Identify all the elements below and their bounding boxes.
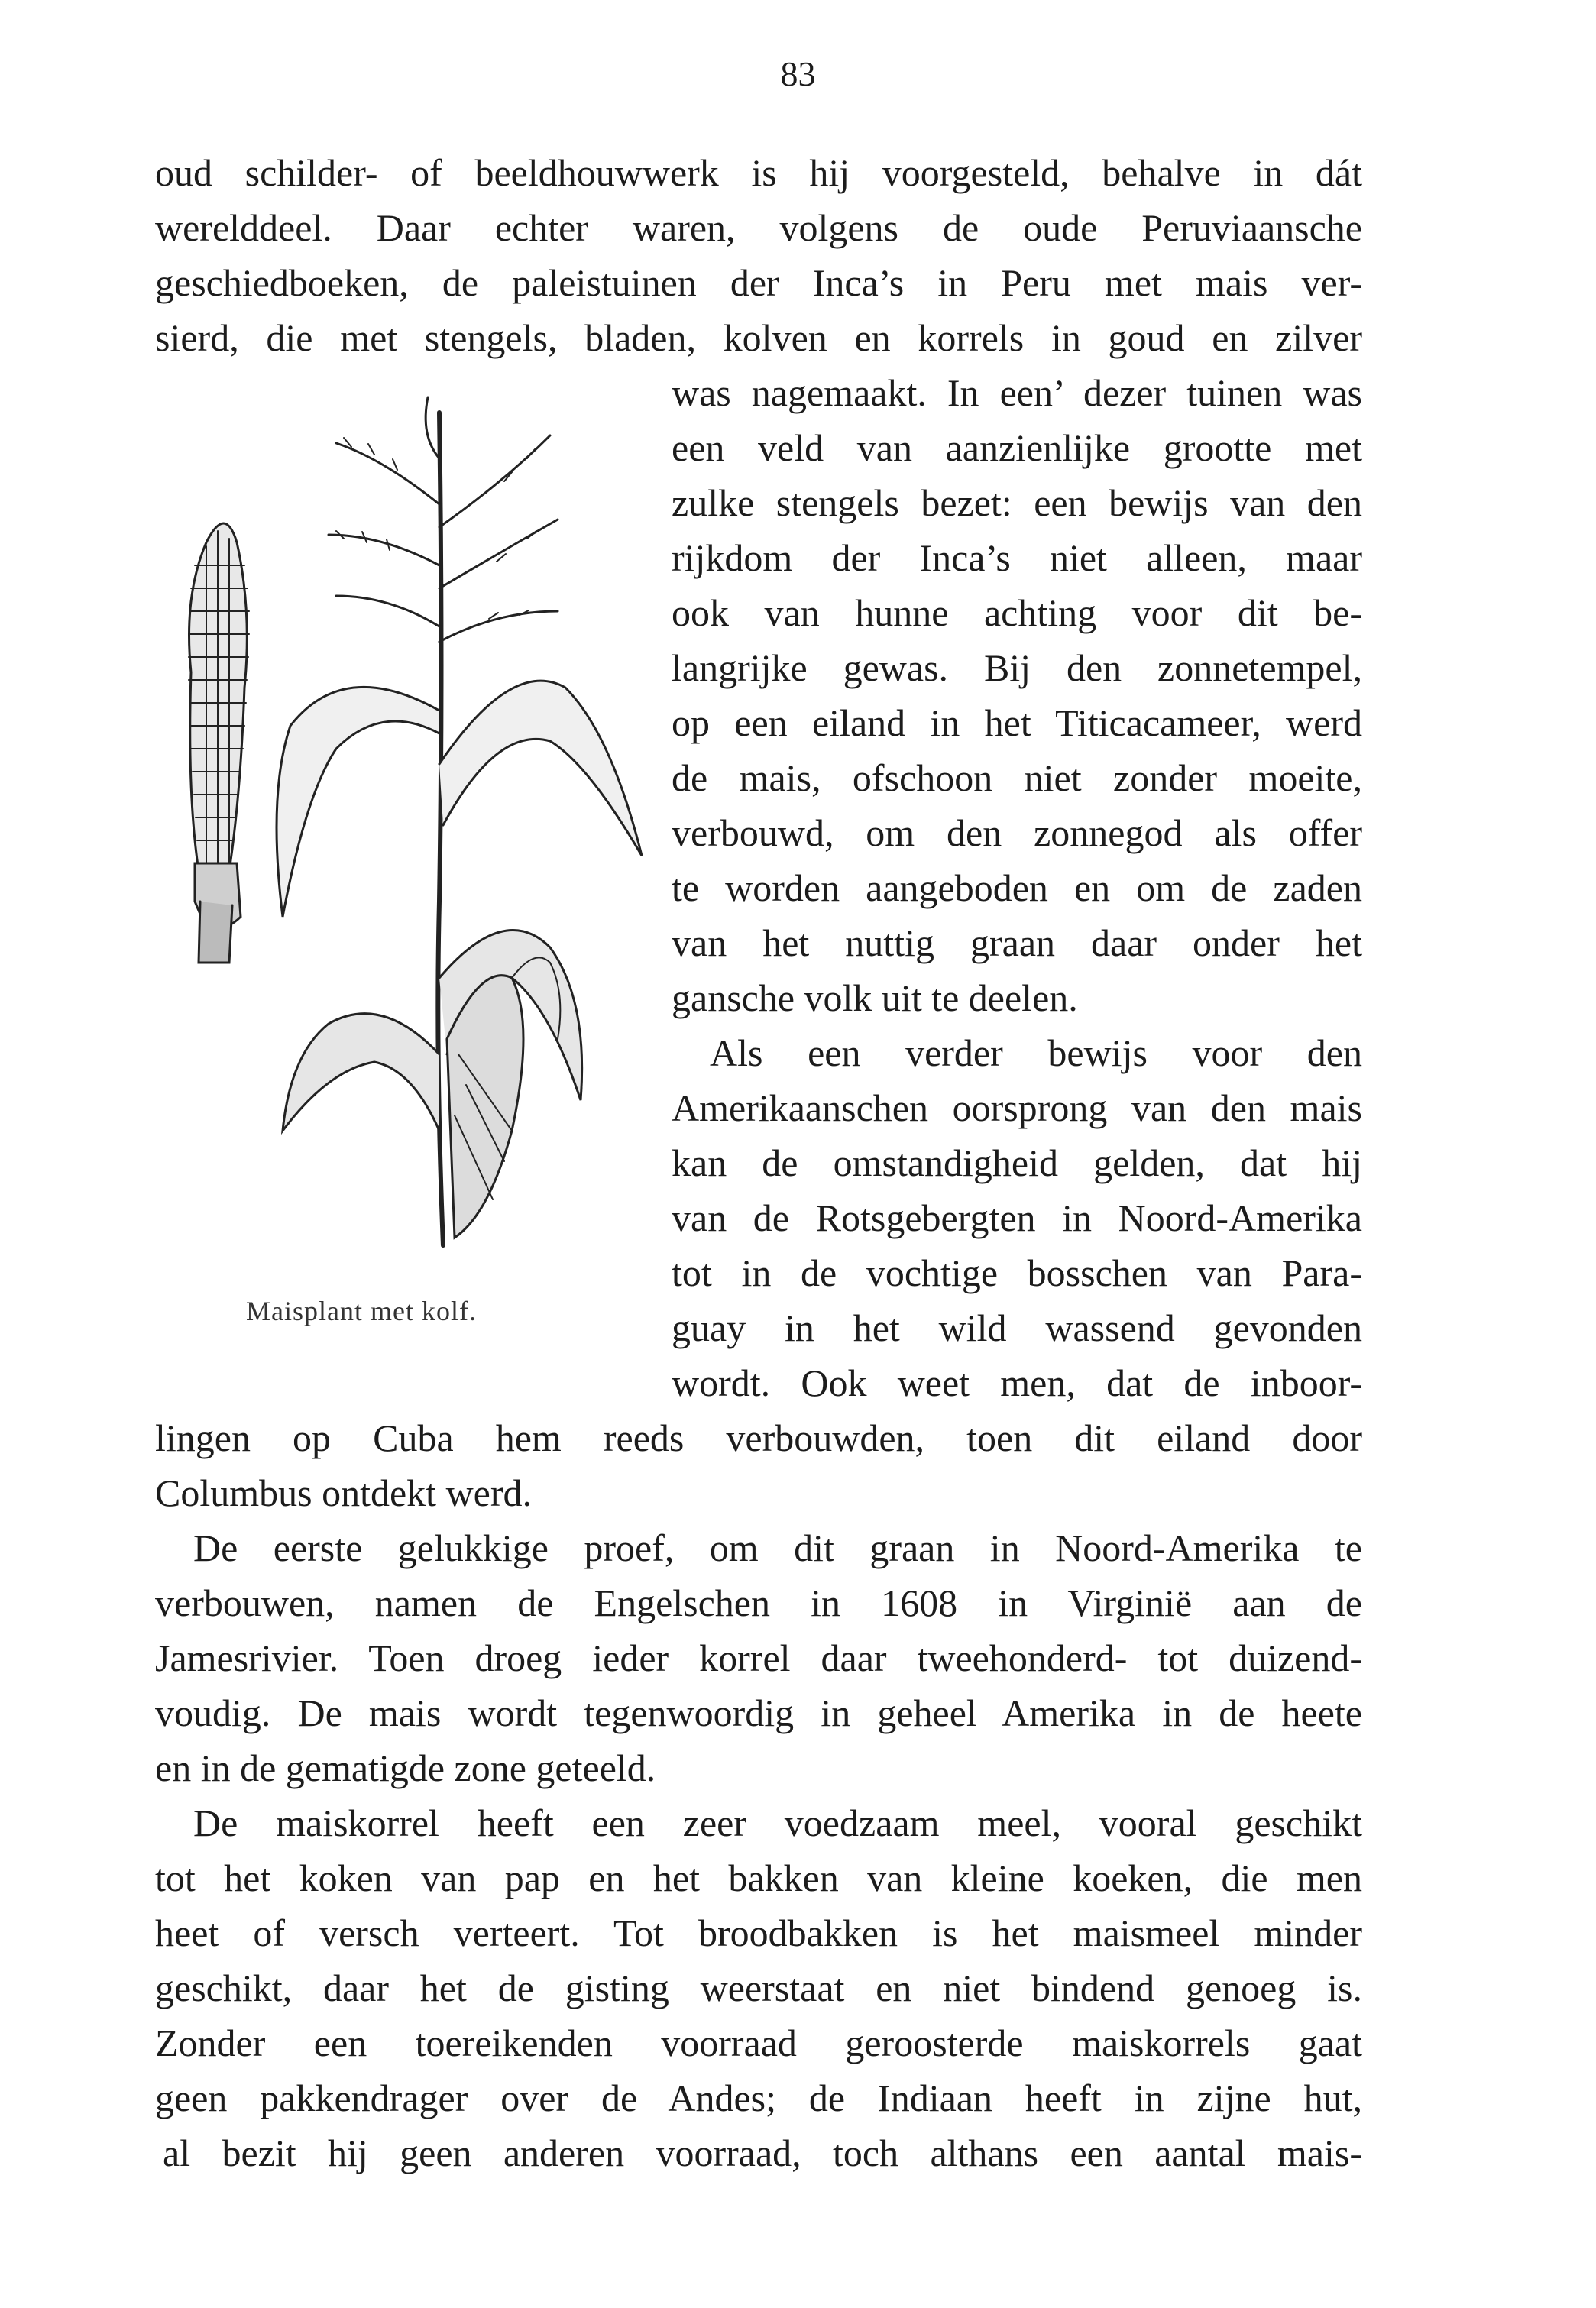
text-line: verbouwen, namen de Engelschen in 1608 in Virginië aan de — [155, 1581, 1362, 1624]
text-line: tot in de vochtige bosschen van Para- — [672, 1251, 1362, 1294]
text-line: langrijke gewas. Bij den zonnetempel, — [672, 646, 1362, 689]
text-line: al bezit hij geen anderen voorraad, toch althans een aantal mais- — [163, 2132, 1362, 2174]
text-line: verbouwd, om den zonnegod als offer — [672, 811, 1362, 854]
text-line: Amerikaanschen oorsprong van den mais — [672, 1086, 1362, 1129]
text-line: Als een verder bewijs voor den — [710, 1031, 1362, 1074]
text-line: geen pakkendrager over de Andes; de Indiaan heeft in zijne hut, — [155, 2077, 1362, 2119]
text-line: Jamesrivier. Toen droeg ieder korrel daar tweehonderd- tot duizend- — [155, 1636, 1362, 1679]
text-line: en in de gematigde zone geteeld. — [155, 1746, 656, 1789]
text-line: heet of versch verteert. Tot broodbakken is het maismeel minder — [155, 1911, 1362, 1954]
text-line: was nagemaakt. In een’ dezer tuinen was — [672, 371, 1362, 414]
text-line: lingen op Cuba hem reeds verbouwden, toen dit eiland door — [155, 1416, 1362, 1459]
text-line: voudig. De mais wordt tegenwoordig in geheel Amerika in de heete — [155, 1691, 1362, 1734]
figure-caption: Maisplant met kolf. — [246, 1296, 477, 1326]
text-line: wordt. Ook weet men, dat de inboor- — [672, 1361, 1362, 1404]
text-line: te worden aangeboden en om de zaden — [672, 866, 1362, 909]
maize-plant-icon — [153, 367, 649, 1283]
text-line: sierd, die met stengels, bladen, kolven en korrels in goud en zilver — [155, 316, 1362, 359]
text-line: op een eiland in het Titicacameer, werd — [672, 701, 1362, 744]
text-line: van het nuttig graan daar onder het — [672, 921, 1362, 964]
text-line: ook van hunne achting voor dit be- — [672, 591, 1362, 634]
text-line: De maiskorrel heeft een zeer voedzaam meel, vooral geschikt — [193, 1801, 1362, 1844]
text-line: zulke stengels bezet: een bewijs van den — [672, 481, 1362, 524]
text-line: de mais, ofschoon niet zonder moeite, — [672, 756, 1362, 799]
text-line: werelddeel. Daar echter waren, volgens de oude Peruviaansche — [155, 206, 1362, 249]
text-line: Columbus ontdekt werd. — [155, 1471, 533, 1514]
page-number: 83 — [780, 54, 816, 93]
text-line: van de Rotsgebergten in Noord-Amerika — [672, 1196, 1362, 1239]
corn-cob-drawing — [189, 523, 249, 963]
text-line: De eerste gelukkige proef, om dit graan in Noord-Amerika te — [193, 1526, 1362, 1569]
text-line: Zonder een toereikenden voorraad geroosterde maiskorrels gaat — [155, 2022, 1362, 2064]
text-line: een veld van aanzienlijke grootte met — [672, 426, 1362, 469]
text-line: gansche volk uit te deelen. — [672, 976, 1078, 1019]
text-line: oud schilder- of beeldhouwwerk is hij voorgesteld, behalve in dát — [155, 151, 1362, 194]
text-line: kan de omstandigheid gelden, dat hij — [672, 1141, 1362, 1184]
text-line: rijkdom der Inca’s niet alleen, maar — [672, 536, 1362, 579]
text-line: guay in het wild wassend gevonden — [672, 1306, 1362, 1349]
maize-illustration — [153, 367, 649, 1283]
text-line: tot het koken van pap en het bakken van kleine koeken, die men — [155, 1856, 1362, 1899]
text-line: geschiedboeken, de paleistuinen der Inca’s in Peru met mais ver- — [155, 261, 1362, 304]
text-line: geschikt, daar het de gisting weerstaat en niet bindend genoeg is. — [155, 1966, 1362, 2009]
